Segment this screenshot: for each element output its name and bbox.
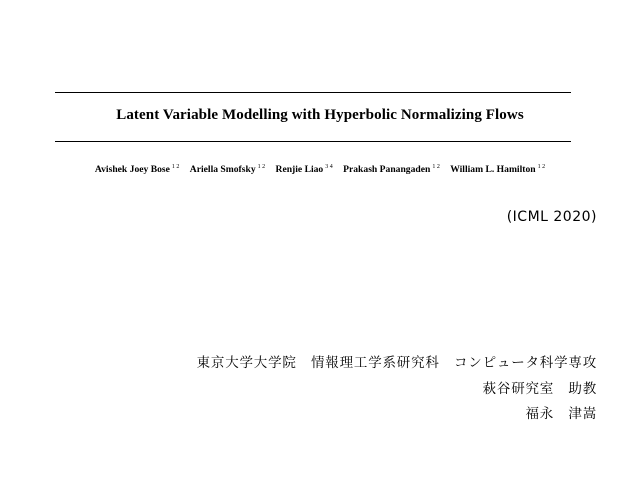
paper-title: Latent Variable Modelling with Hyperbolic Normalizing Flows [116, 107, 524, 123]
author-affiliation: 1 2 [537, 164, 546, 170]
author-affiliation: 3 4 [325, 164, 333, 170]
top-rule [55, 92, 571, 93]
author [276, 164, 333, 175]
author-affiliation: 1 2 [257, 164, 266, 170]
author-name: William L. Hamilton [450, 164, 536, 175]
author-name: Ariella Smofsky [189, 164, 256, 175]
author [95, 164, 179, 175]
presenter-lab: 萩谷研究室 助教 [482, 381, 597, 397]
presenter-affiliation: 東京大学大学院 情報理工学系研究科 コンピュータ科学専攻 [196, 355, 597, 371]
author-list [0, 164, 640, 175]
author-name: Renjie Liao [275, 164, 324, 175]
author-affiliation: 1 2 [171, 164, 180, 170]
venue-label: (ICML 2020) [506, 209, 597, 225]
author-name: Avishek Joey Bose [94, 164, 170, 175]
author-name: Prakash Panangaden [343, 164, 431, 175]
presenter-name: 福永 津嵩 [525, 406, 597, 422]
author [450, 164, 545, 175]
bottom-rule [55, 141, 571, 142]
author-affiliation: 1 2 [432, 164, 440, 170]
author [343, 164, 440, 175]
author [190, 164, 265, 175]
